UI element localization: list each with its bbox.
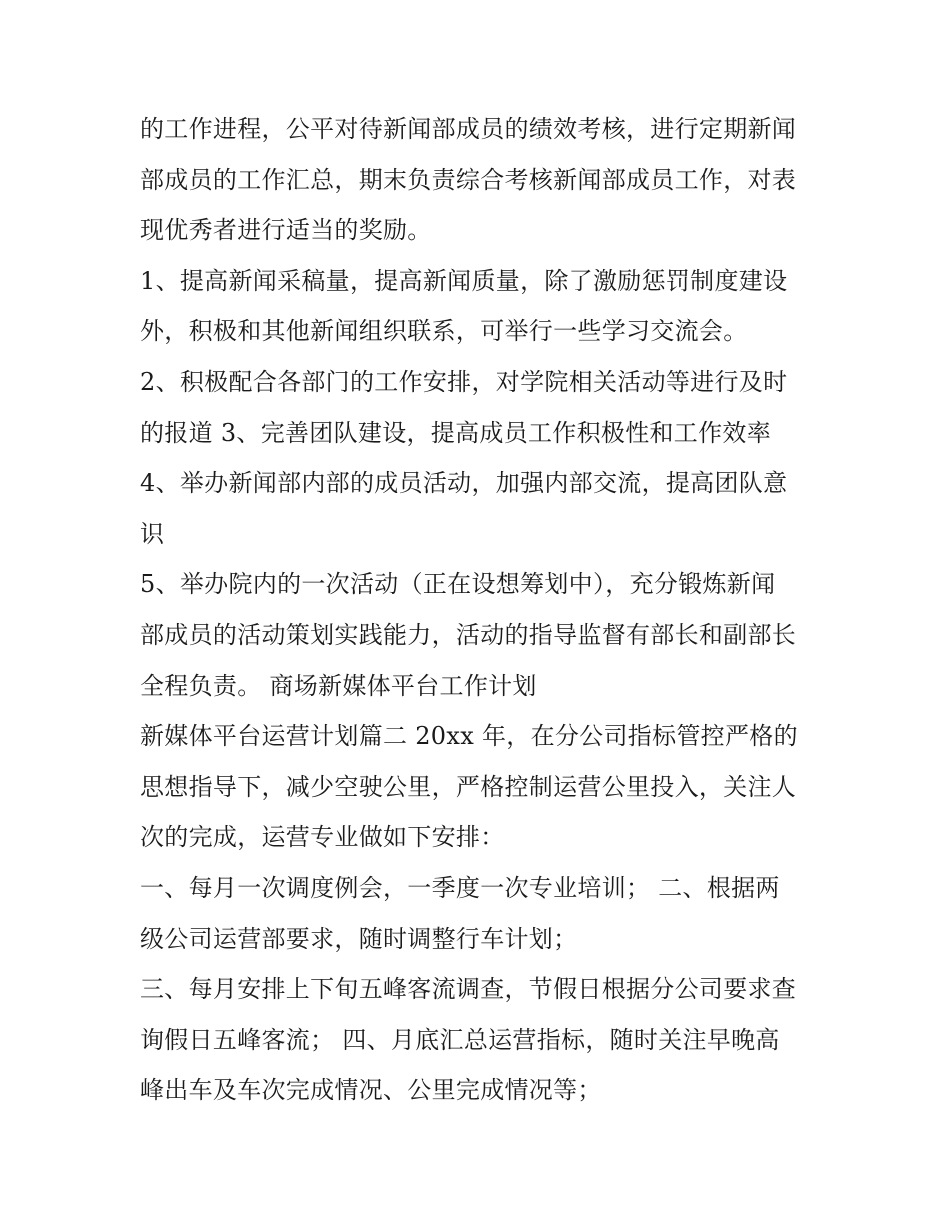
text-line: 部成员的活动策划实践能力，活动的指导监督有部长和副部长 [140, 620, 797, 649]
text-line: 部成员的工作汇总，期末负责综合考核新闻部成员工作，对表 [140, 165, 797, 194]
document-body [140, 104, 820, 1116]
text-line: 询假日五峰客流； 四、月底汇总运营指标，随时关注早晚高 [140, 1025, 780, 1054]
text-line: 思想指导下，减少空驶公里，严格控制运营公里投入，关注人 [140, 772, 797, 801]
text-line: 新媒体平台运营计划篇二 20xx 年，在分公司指标管控严格的 [140, 722, 798, 751]
text-line: 识 [140, 519, 165, 548]
text-line: 的工作进程，公平对待新闻部成员的绩效考核，进行定期新闻 [140, 115, 797, 143]
text-line: 2、积极配合各部门的工作安排，对学院相关活动等进行及时 [140, 367, 788, 396]
text-line: 外，积极和其他新闻组织联系，可举行一些学习交流会。 [140, 317, 748, 346]
text-line: 峰出车及车次完成情况、公里完成情况等； [140, 1076, 602, 1105]
text-line: 现优秀者进行适当的奖励。 [140, 216, 432, 245]
text-line: 一、每月一次调度例会，一季度一次专业培训； 二、根据两 [140, 873, 780, 902]
text-line: 次的完成，运营专业做如下安排： [140, 823, 505, 852]
text-line: 的报道 3、完善团队建设，提高成员工作积极性和工作效率 [140, 418, 771, 447]
text-line: 5、举办院内的一次活动（正在设想筹划中），充分锻炼新闻 [140, 570, 776, 599]
text-line: 全程负责。 商场新媒体平台工作计划 [140, 671, 537, 700]
text-line: 1、提高新闻采稿量，提高新闻质量，除了激励惩罚制度建设 [140, 266, 788, 295]
text-line: 三、每月安排上下旬五峰客流调查，节假日根据分公司要求查 [140, 975, 797, 1004]
text-line: 级公司运营部要求，随时调整行车计划； [140, 924, 578, 953]
text-line: 4、举办新闻部内部的成员活动，加强内部交流，提高团队意 [140, 469, 788, 498]
